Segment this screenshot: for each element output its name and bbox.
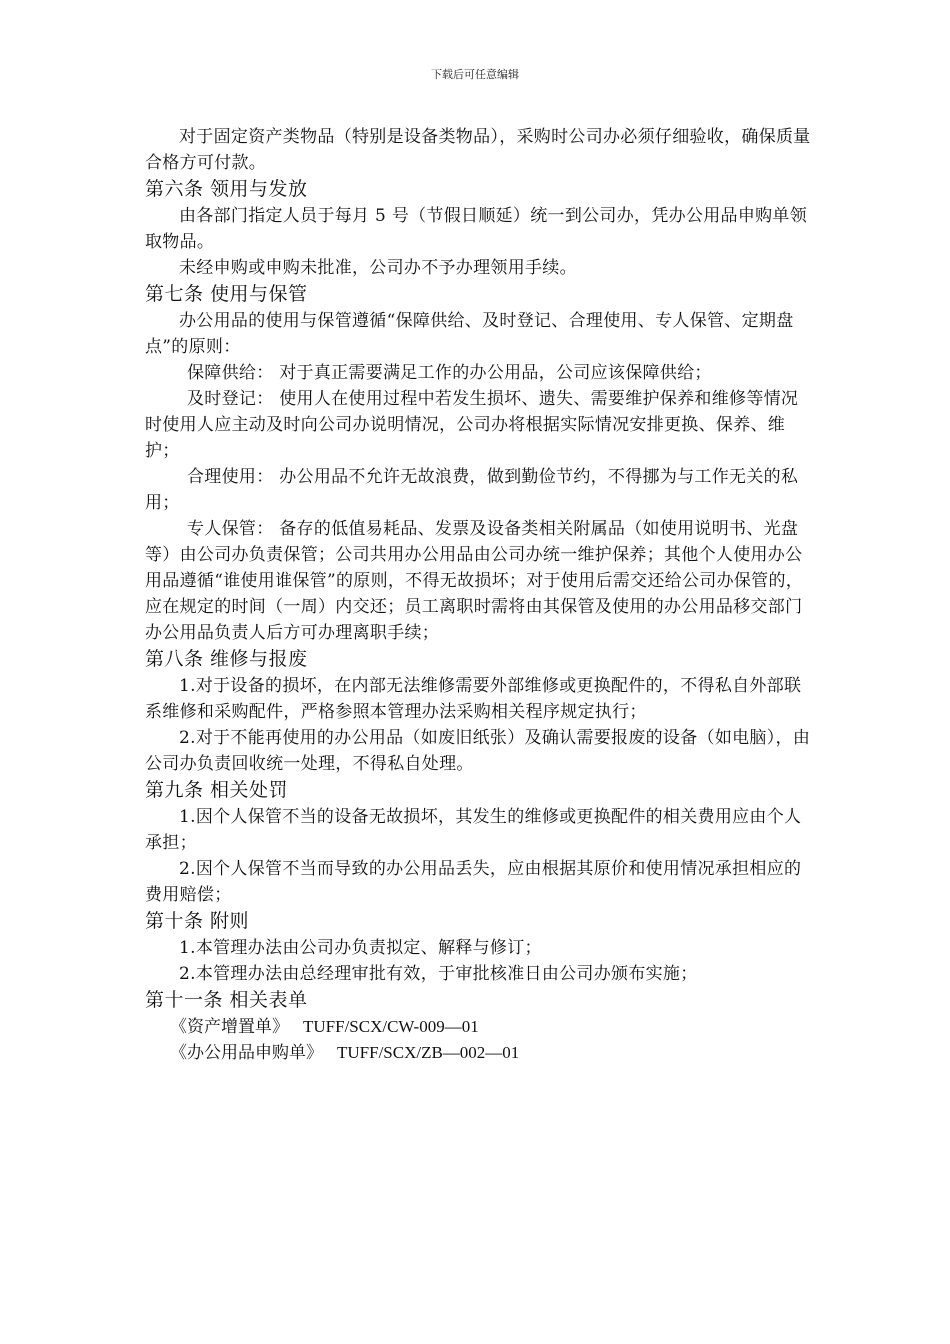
form-code: TUFF/SCX/ZB—002—01 (337, 1043, 520, 1062)
section-heading: 第十一条 相关表单 (145, 989, 308, 1011)
form-name: 《办公用品申购单》 (170, 1043, 323, 1063)
section-heading: 第六条 领用与发放 (145, 178, 308, 200)
term-text: 对于真正需要满足工作的办公用品，公司应该保障供给； (279, 363, 712, 383)
term-text: 备存的低值易耗品、发票及设备类相关附属品（如使用说明书、光盘等）由公司办负责保管；公司共用办公用品由公司办统一维护保养；其他个人使用办公用品遵循“谁使用谁保管”的原则，不得无故损坏；对于使用后需交还给公司办保管的，应在规定的时间（一周）内交还；员工离职时需将由其保管及使用的办公用品移交部门办公用品负责人后方可办理离职手续； (145, 519, 804, 643)
term-label: 及时登记： (187, 389, 274, 409)
paragraph: 1.因个人保管不当的设备无故损坏，其发生的维修或更换配件的相关费用应由个人承担； (145, 807, 802, 853)
term-paragraph (145, 464, 813, 516)
form-name: 《资产增置单》 (170, 1017, 289, 1037)
page-header: 下载后可任意编辑 (431, 68, 519, 81)
document-body (145, 124, 813, 1066)
term-label: 保障供给： (187, 363, 274, 383)
term-label: 专人保管： (187, 519, 274, 539)
term-label: 合理使用： (187, 467, 274, 487)
section-heading: 第七条 使用与保管 (145, 283, 308, 305)
form-code: TUFF/SCX/CW-009—01 (303, 1017, 479, 1036)
paragraph: 1.对于设备的损坏，在内部无法维修需要外部维修或更换配件的，不得私自外部联系维修和采购配件，严格参照本管理办法采购相关程序规定执行； (145, 676, 802, 722)
section-heading: 第八条 维修与报废 (145, 648, 308, 670)
paragraph: 2.对于不能再使用的办公用品（如废旧纸张）及确认需要报废的设备（如电脑），由公司办负责回收统一处理，不得私自处理。 (145, 728, 811, 774)
term-text: 使用人在使用过程中若发生损坏、遗失、需要维护保养和维修等情况时使用人应主动及时向公司办说明情况，公司办将根据实际情况安排更换、保养、维护； (145, 389, 799, 461)
form-reference (145, 1014, 813, 1040)
term-paragraph (145, 386, 813, 464)
paragraph: 1.本管理办法由公司办负责拟定、解释与修订； (179, 938, 542, 958)
section-heading: 第九条 相关处罚 (145, 779, 289, 801)
paragraph: 未经申购或申购未批准，公司办不予办理领用手续。 (179, 258, 577, 278)
paragraph: 2.本管理办法由总经理审批有效，于审批核准日由公司办颁布实施； (179, 964, 698, 984)
paragraph: 办公用品的使用与保管遵循“保障供给、及时登记、合理使用、专人保管、定期盘点”的原则： (145, 311, 794, 357)
paragraph: 对于固定资产类物品（特别是设备类物品），采购时公司办必须仔细验收，确保质量合格方可付款。 (145, 127, 811, 173)
term-paragraph (145, 360, 813, 386)
term-paragraph (145, 516, 813, 646)
form-reference (145, 1040, 813, 1066)
paragraph: 由各部门指定人员于每月 5 号（节假日顺延）统一到公司办，凭办公用品申购单领取物品。 (145, 206, 808, 252)
paragraph: 2.因个人保管不当而导致的办公用品丢失，应由根据其原价和使用情况承担相应的费用赔偿； (145, 859, 802, 905)
section-heading: 第十条 附则 (145, 910, 250, 932)
term-text: 办公用品不允许无故浪费，做到勤俭节约，不得挪为与工作无关的私用； (145, 467, 799, 513)
